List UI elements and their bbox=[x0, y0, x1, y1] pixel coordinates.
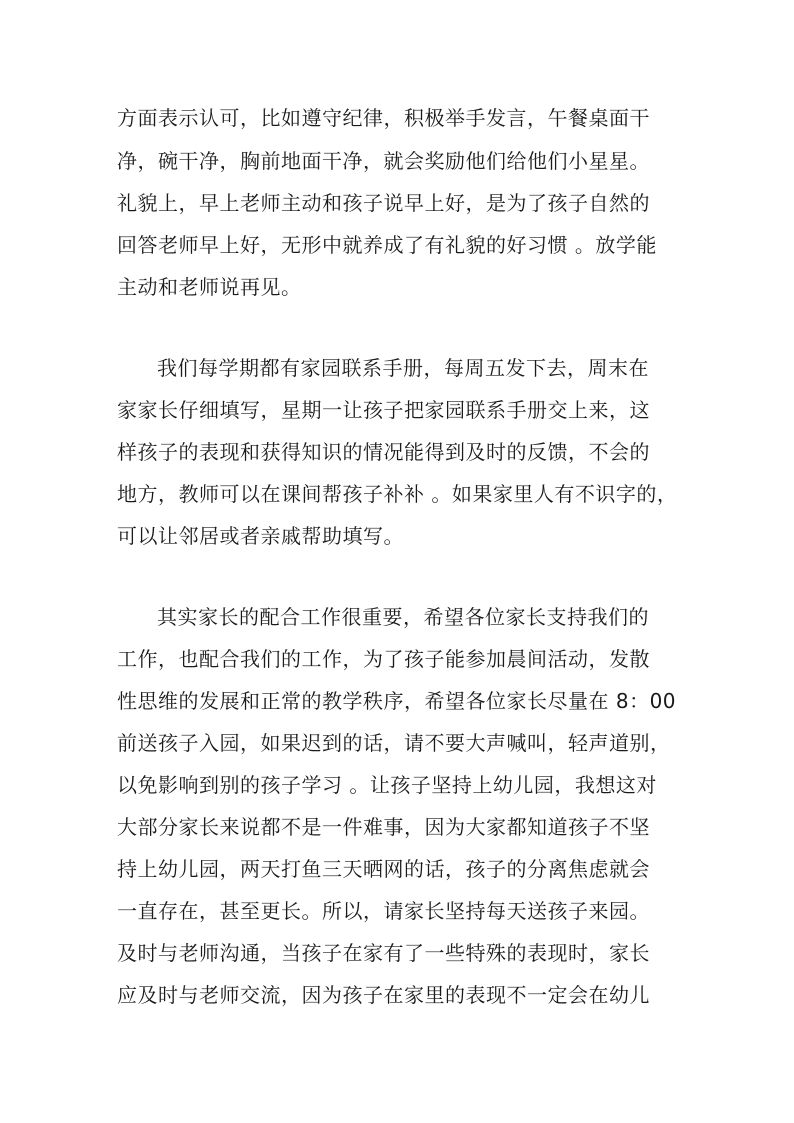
paragraph-1-line-4: 回答老师早上好，无形中就养成了有礼貌的好习惯 。放学能 bbox=[117, 233, 657, 257]
paragraph-3-line-3: 性思维的发展和正常的教学秩序，希望各位家长尽量在 8：00 bbox=[117, 689, 677, 713]
paragraph-3-line-6: 大部分家长来说都不是一件难事，因为大家都知道孩子不坚 bbox=[117, 815, 650, 839]
paragraph-2-line-5: 可以让邻居或者亲戚帮助填写。 bbox=[117, 524, 404, 548]
paragraph-1-line-2: 净，碗干净，胸前地面干净，就会奖励他们给他们小星星。 bbox=[117, 149, 650, 173]
paragraph-1-line-5: 主动和老师说再见。 bbox=[117, 275, 302, 299]
paragraph-2-line-3: 样孩子的表现和获得知识的情况能得到及时的反馈，不会的 bbox=[117, 440, 650, 464]
paragraph-3-line-9: 及时与老师沟通，当孩子在家有了一些特殊的表现时，家长 bbox=[117, 941, 650, 965]
paragraph-2-line-1: 我们每学期都有家园联系手册，每周五发下去，周末在 bbox=[157, 356, 649, 380]
paragraph-3-line-10: 应及时与老师交流，因为孩子在家里的表现不一定会在幼儿 bbox=[117, 983, 650, 1007]
paragraph-3-line-7: 持上幼儿园，两天打鱼三天晒网的话，孩子的分离焦虑就会 bbox=[117, 857, 650, 881]
paragraph-3-line-2: 工作，也配合我们的工作，为了孩子能参加晨间活动，发散 bbox=[117, 647, 650, 671]
paragraph-1-line-1: 方面表示认可，比如遵守纪律，积极举手发言，午餐桌面干 bbox=[117, 106, 650, 130]
paragraph-2-line-4: 地方，教师可以在课间帮孩子补补 。如果家里人有不识字的， bbox=[117, 482, 678, 506]
paragraph-2-line-2: 家家长仔细填写，星期一让孩子把家园联系手册交上来，这 bbox=[117, 398, 650, 422]
paragraph-3-line-5: 以免影响到别的孩子学习 。让孩子坚持上幼儿园，我想这对 bbox=[117, 773, 657, 797]
paragraph-3-line-1: 其实家长的配合工作很重要，希望各位家长支持我们的 bbox=[157, 605, 649, 629]
paragraph-3-line-8: 一直存在，甚至更长。所以，请家长坚持每天送孩子来园。 bbox=[117, 899, 650, 923]
paragraph-1-line-3: 礼貌上，早上老师主动和孩子说早上好，是为了孩子自然的 bbox=[117, 191, 650, 215]
paragraph-3-line-4: 前送孩子入园，如果迟到的话，请不要大声喊叫，轻声道别， bbox=[117, 731, 671, 755]
